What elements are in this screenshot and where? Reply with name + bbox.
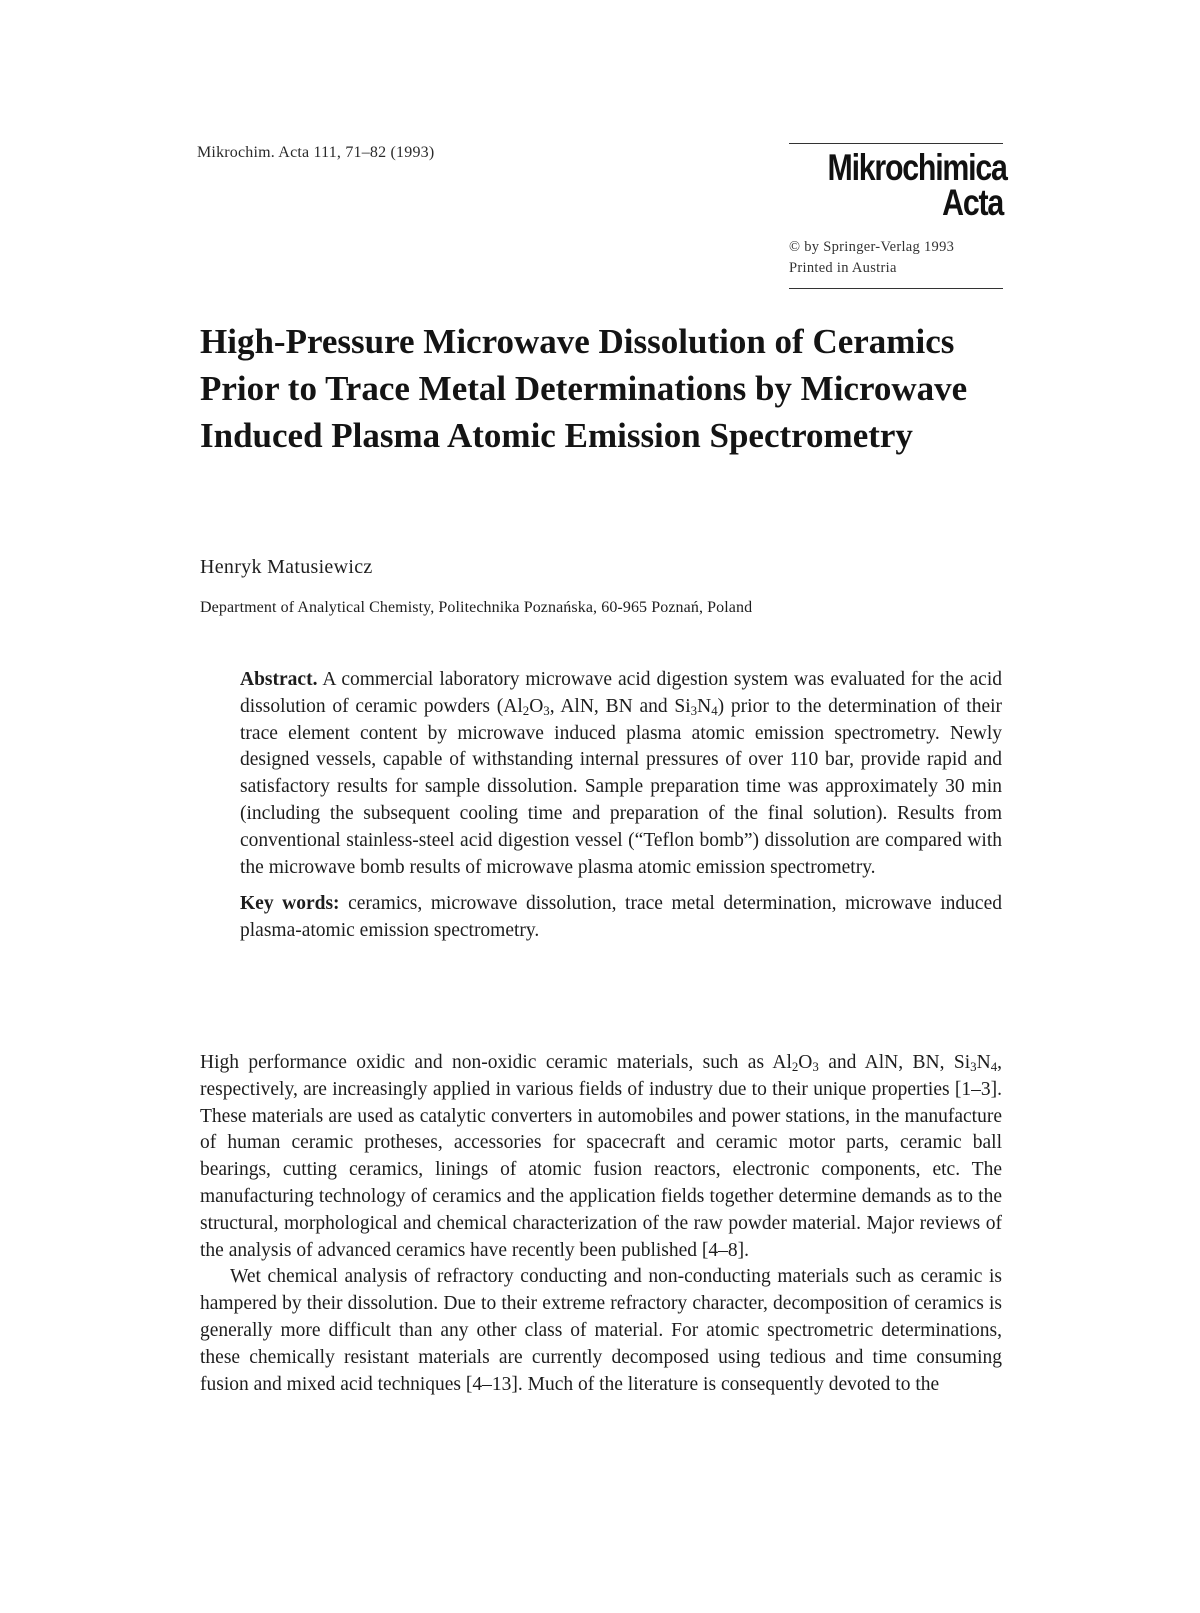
keywords-label: Key words:	[240, 893, 340, 915]
keywords-text: ceramics, microwave dissolution, trace metal determination, microwave induced plasma-atomic emission spectrometry.	[240, 893, 1002, 942]
abstract-text-2: , AlN, BN and	[549, 695, 675, 717]
article-title: High-Pressure Microwave Dissolution of Ceramics Prior to Trace Metal Determinations by Microwave Induced Plasma Atomic Emission Spectrometry	[200, 322, 968, 455]
divider	[789, 143, 1003, 144]
journal-logo-line1: Mikrochimica	[827, 147, 1007, 188]
abstract-text-3: ) prior to the determination of their trace element content by microwave induced plasma atomic emission spectrometry. Newly designed vessels, capable of withstanding internal pressures of over 110 bar, provide rapid and satisfactory results for sample dissolution. Sample preparation time was approximately 30 min (including the subsequent cooling time and preparation of the final solution). Results from conventional stainless-steel acid digestion vessel (“Teflon bomb”) dissolution are compared with the microwave bomb results of microwave plasma atomic emission spectrometry.	[240, 695, 1003, 878]
abstract-text-1: A commercial laboratory microwave acid digestion system was evaluated for the acid dissolution of ceramic powders (	[240, 669, 1002, 717]
citation: Mikrochim. Acta 111, 71–82 (1993)	[197, 144, 435, 161]
formula-al2o3: $Al_2O_3$	[503, 695, 550, 718]
printed-in: Printed in Austria	[789, 260, 897, 276]
journal-box	[789, 143, 1007, 289]
author: Henryk Matusiewicz	[200, 556, 373, 578]
copyright: © by Springer-Verlag 1993	[789, 239, 955, 255]
divider	[789, 288, 1003, 289]
body-text	[200, 1050, 1002, 1398]
affiliation: Department of Analytical Chemisty, Politechnika Poznańska, 60-965 Poznań, Poland	[200, 599, 753, 616]
formula-al2o3: $Al_2O_3$	[772, 1052, 819, 1075]
copyright-notice	[789, 237, 1003, 279]
abstract-label: Abstract.	[240, 669, 318, 690]
abstract-paragraph	[240, 667, 1002, 881]
keywords	[240, 891, 1002, 945]
body-paragraph-1: High performance oxidic and non-oxidic ceramic materials, such as $Al_2O_3$ and AlN, BN, $Si_3N_4$, respectively, are increasingly applied in various fields of industry due to their unique properties [1–3]. These materials are used as catalytic converters in automobiles and power stations, in the manufacture of human ceramic protheses, accessories for spacecraft and ceramic motor parts, ceramic ball bearings, cutting ceramics, linings of atomic fusion reactors, electronic components, etc. The manufacturing technology of ceramics and the application fields together determine demands as to the structural, morphological and chemical characterization of the raw powder material. Major reviews of the analysis of advanced ceramics have recently been published [4–8].	[200, 1052, 1002, 1261]
abstract	[240, 667, 1002, 945]
formula-si3n4: $Si_3N_4$	[953, 1052, 998, 1075]
journal-logo-line2: Acta	[942, 182, 1003, 223]
formula-si3n4: $Si_3N_4$	[674, 695, 718, 718]
body-paragraph-2: Wet chemical analysis of refractory conducting and non-conducting materials such as ceramic is hampered by their dissolution. Due to their extreme refractory character, decomposition of ceramics is generally more difficult than any other class of material. For atomic spectrometric determinations, these chemically resistant materials are currently decomposed using tedious and time consuming fusion and mixed acid techniques [4–13]. Much of the literature is consequently devoted to the	[200, 1266, 1002, 1395]
